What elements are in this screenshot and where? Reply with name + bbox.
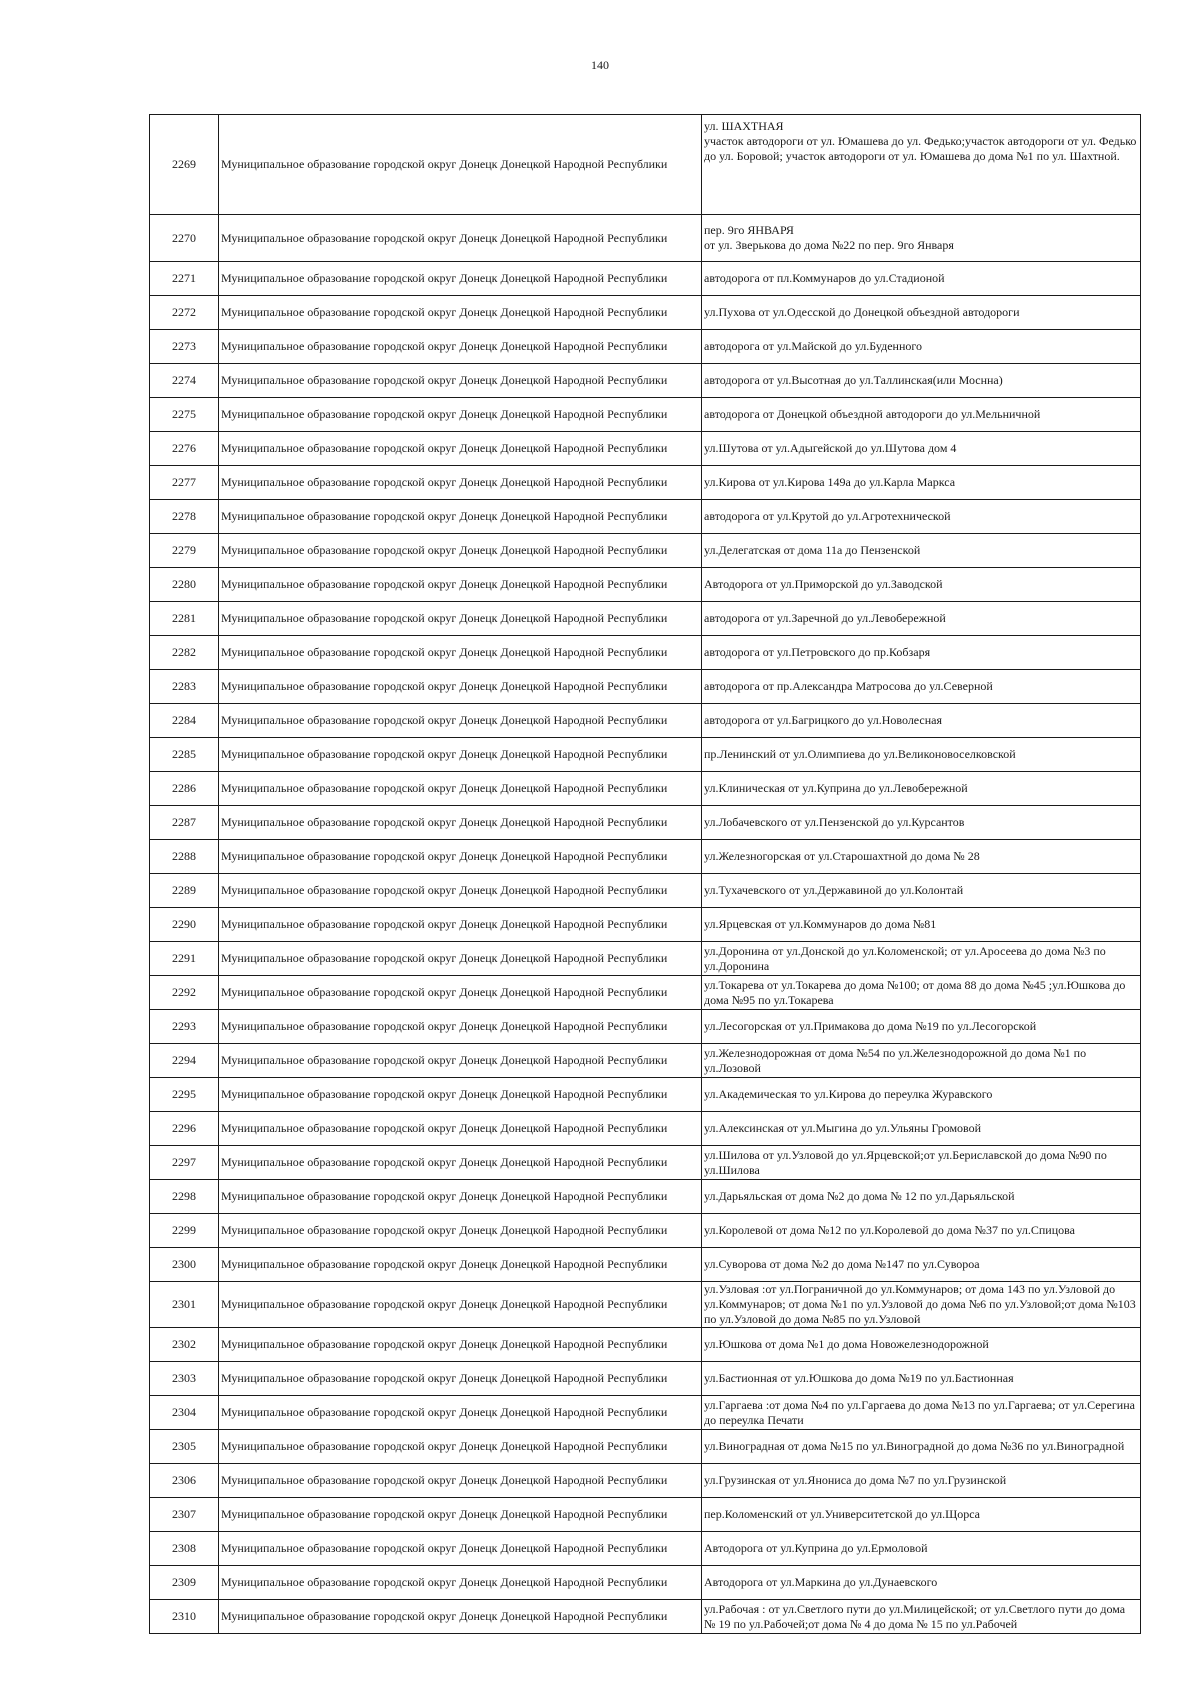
road-section-text: Автодорога от ул.Маркина до ул.Дунаевского [704, 1575, 938, 1589]
municipality-cell: Муниципальное образование городской округ Донецк Донецкой Народной Республики [219, 1214, 702, 1248]
table-row [150, 215, 1141, 262]
road-section-cell [702, 262, 1141, 296]
municipality-cell: Муниципальное образование городской округ Донецк Донецкой Народной Республики [219, 942, 702, 976]
road-section-cell [702, 432, 1141, 466]
row-number: 2309 [150, 1566, 219, 1600]
table-row [150, 1532, 1141, 1566]
row-number: 2275 [150, 398, 219, 432]
municipality-cell: Муниципальное образование городской округ Донецк Донецкой Народной Республики [219, 874, 702, 908]
municipality-cell: Муниципальное образование городской округ Донецк Донецкой Народной Республики [219, 1146, 702, 1180]
table-row [150, 1078, 1141, 1112]
road-section-text: ул.Железнодорожная от дома №54 по ул.Железнодорожной до дома №1 по ул.Лозовой [704, 1045, 1087, 1075]
road-section-text: пер. 9го ЯНВАРЯ [704, 223, 794, 237]
municipality-cell: Муниципальное образование городской округ Донецк Донецкой Народной Республики [219, 500, 702, 534]
municipality-cell: Муниципальное образование городской округ Донецк Донецкой Народной Республики [219, 1396, 702, 1430]
table-row [150, 840, 1141, 874]
road-section-cell [702, 1146, 1141, 1180]
road-section-cell [702, 1498, 1141, 1532]
road-section-text: ул.Делегатская от дома 11а до Пензенской [704, 543, 921, 557]
row-number: 2310 [150, 1600, 219, 1634]
road-section-text: ул.Доронина от ул.Донской до ул.Коломенской; от ул.Аросеева до дома №3 по ул.Доронина [704, 943, 1106, 973]
road-section-text: ул.Суворова от дома №2 до дома №147 по ул.Сувороа [704, 1257, 980, 1271]
municipality-cell: Муниципальное образование городской округ Донецк Донецкой Народной Республики [219, 738, 702, 772]
row-number: 2278 [150, 500, 219, 534]
table-row [150, 500, 1141, 534]
municipality-cell: Муниципальное образование городской округ Донецк Донецкой Народной Республики [219, 806, 702, 840]
row-number: 2285 [150, 738, 219, 772]
road-section-text: ул. ШАХТНАЯ [704, 119, 784, 133]
table-row [150, 806, 1141, 840]
table-row [150, 1498, 1141, 1532]
row-number: 2300 [150, 1248, 219, 1282]
municipality-cell: Муниципальное образование городской округ Донецк Донецкой Народной Республики [219, 330, 702, 364]
municipality-cell: Муниципальное образование городской округ Донецк Донецкой Народной Республики [219, 1044, 702, 1078]
row-number: 2299 [150, 1214, 219, 1248]
municipality-cell: Муниципальное образование городской округ Донецк Донецкой Народной Республики [219, 670, 702, 704]
row-number: 2282 [150, 636, 219, 670]
table-row [150, 772, 1141, 806]
table-row [150, 568, 1141, 602]
row-number: 2292 [150, 976, 219, 1010]
municipality-cell: Муниципальное образование городской округ Донецк Донецкой Народной Республики [219, 1282, 702, 1328]
road-section-cell [702, 942, 1141, 976]
road-section-cell [702, 1464, 1141, 1498]
road-section-cell [702, 1180, 1141, 1214]
table-row [150, 1566, 1141, 1600]
row-number: 2288 [150, 840, 219, 874]
road-section-cell [702, 1600, 1141, 1634]
municipality-cell: Муниципальное образование городской округ Донецк Донецкой Народной Республики [219, 1078, 702, 1112]
table-row [150, 1464, 1141, 1498]
municipality-cell: Муниципальное образование городской округ Донецк Донецкой Народной Республики [219, 772, 702, 806]
road-section-cell [702, 534, 1141, 568]
road-section-text: ул.Юшкова от дома №1 до дома Новожелезнодорожной [704, 1337, 989, 1351]
municipality-cell: Муниципальное образование городской округ Донецк Донецкой Народной Республики [219, 1430, 702, 1464]
municipality-cell: Муниципальное образование городской округ Донецк Донецкой Народной Республики [219, 1566, 702, 1600]
registry-table [149, 114, 1141, 1634]
row-number: 2298 [150, 1180, 219, 1214]
road-section-cell [702, 398, 1141, 432]
road-section-cell [702, 1328, 1141, 1362]
row-number: 2272 [150, 296, 219, 330]
municipality-cell: Муниципальное образование городской округ Донецк Донецкой Народной Республики [219, 1112, 702, 1146]
road-section-cell [702, 330, 1141, 364]
row-number: 2276 [150, 432, 219, 466]
road-section-cell [702, 1430, 1141, 1464]
municipality-cell: Муниципальное образование городской округ Донецк Донецкой Народной Республики [219, 1498, 702, 1532]
road-section-text: от ул. Зверькова до дома №22 по пер. 9го Января [704, 238, 954, 252]
row-number: 2295 [150, 1078, 219, 1112]
table-row [150, 1328, 1141, 1362]
row-number: 2302 [150, 1328, 219, 1362]
municipality-cell: Муниципальное образование городской округ Донецк Донецкой Народной Республики [219, 534, 702, 568]
table-row [150, 636, 1141, 670]
road-section-cell [702, 466, 1141, 500]
table-row [150, 1180, 1141, 1214]
table-row [150, 908, 1141, 942]
row-number: 2271 [150, 262, 219, 296]
row-number: 2301 [150, 1282, 219, 1328]
road-section-text: участок автодороги от ул. Юмашева до ул. Федько;участок автодороги от ул. Федько до ул. Боровой; участок автодороги от ул. Юмашева до дома №1 по ул. Шахтной. [704, 134, 1137, 163]
row-number: 2277 [150, 466, 219, 500]
municipality-cell: Муниципальное образование городской округ Донецк Донецкой Народной Республики [219, 1010, 702, 1044]
table-row [150, 1214, 1141, 1248]
municipality-cell: Муниципальное образование городской округ Донецк Донецкой Народной Республики [219, 602, 702, 636]
road-section-cell [702, 1078, 1141, 1112]
road-section-text: автодорога от пл.Коммунаров до ул.Стадионой [704, 271, 945, 285]
table-row [150, 1112, 1141, 1146]
road-section-text: ул.Бастионная от ул.Юшкова до дома №19 по ул.Бастионная [704, 1371, 1014, 1385]
road-section-text: ул.Лесогорская от ул.Примакова до дома №19 по ул.Лесогорской [704, 1019, 1037, 1033]
row-number: 2284 [150, 704, 219, 738]
row-number: 2291 [150, 942, 219, 976]
municipality-cell: Муниципальное образование городской округ Донецк Донецкой Народной Республики [219, 262, 702, 296]
road-section-text: ул.Тухачевского от ул.Державиной до ул.Колонтай [704, 883, 964, 897]
municipality-cell: Муниципальное образование городской округ Донецк Донецкой Народной Республики [219, 215, 702, 262]
row-number: 2280 [150, 568, 219, 602]
row-number: 2296 [150, 1112, 219, 1146]
row-number: 2293 [150, 1010, 219, 1044]
road-section-cell [702, 1532, 1141, 1566]
road-section-cell [702, 1282, 1141, 1328]
row-number: 2297 [150, 1146, 219, 1180]
row-number: 2308 [150, 1532, 219, 1566]
road-section-cell [702, 1010, 1141, 1044]
road-section-cell [702, 738, 1141, 772]
municipality-cell: Муниципальное образование городской округ Донецк Донецкой Народной Республики [219, 398, 702, 432]
page-number: 140 [591, 58, 609, 72]
table-row [150, 115, 1141, 215]
row-number: 2274 [150, 364, 219, 398]
row-number: 2290 [150, 908, 219, 942]
road-section-text: ул.Лобачевского от ул.Пензенской до ул.Курсантов [704, 815, 965, 829]
municipality-cell: Муниципальное образование городской округ Донецк Донецкой Народной Республики [219, 1464, 702, 1498]
municipality-cell: Муниципальное образование городской округ Донецк Донецкой Народной Республики [219, 976, 702, 1010]
row-number: 2283 [150, 670, 219, 704]
table-row [150, 1044, 1141, 1078]
road-section-cell [702, 1396, 1141, 1430]
municipality-cell: Муниципальное образование городской округ Донецк Донецкой Народной Республики [219, 466, 702, 500]
table-row [150, 1282, 1141, 1328]
road-section-cell [702, 840, 1141, 874]
municipality-cell: Муниципальное образование городской округ Донецк Донецкой Народной Республики [219, 1600, 702, 1634]
row-number: 2281 [150, 602, 219, 636]
row-number: 2304 [150, 1396, 219, 1430]
municipality-cell: Муниципальное образование городской округ Донецк Донецкой Народной Республики [219, 296, 702, 330]
table-row [150, 1396, 1141, 1430]
row-number: 2289 [150, 874, 219, 908]
road-section-cell [702, 568, 1141, 602]
table-row [150, 670, 1141, 704]
road-section-cell [702, 772, 1141, 806]
road-section-text: ул.Узловая :от ул.Пограничной до ул.Коммунаров; от дома 143 по ул.Узловой до ул.Коммунаров; от дома №1 по ул.Узловой до дома №6 по ул.Узловой;от дома №103 по ул.Узловой до дома №85 по ул.Узловой [704, 1282, 1136, 1326]
road-section-cell [702, 908, 1141, 942]
road-section-text: Автодорога от ул.Куприна до ул.Ермоловой [704, 1541, 928, 1555]
road-section-text: пр.Ленинский от ул.Олимпиева до ул.Великоновоселковской [704, 747, 1016, 761]
road-section-text: ул.Дарьяльская от дома №2 до дома № 12 по ул.Дарьяльской [704, 1189, 1015, 1203]
road-section-cell [702, 602, 1141, 636]
municipality-cell: Муниципальное образование городской округ Донецк Донецкой Народной Республики [219, 115, 702, 215]
municipality-cell: Муниципальное образование городской округ Донецк Донецкой Народной Республики [219, 432, 702, 466]
road-section-text: ул.Шилова от ул.Узловой до ул.Ярцевской;от ул.Бериславской до дома №90 по ул.Шилова [704, 1147, 1107, 1177]
road-section-text: ул.Шутова от ул.Адыгейской до ул.Шутова дом 4 [704, 441, 957, 455]
road-section-text: автодорога от ул.Высотная до ул.Таллинская(или Моснна) [704, 373, 1003, 387]
table-row [150, 1248, 1141, 1282]
row-number: 2270 [150, 215, 219, 262]
table-row [150, 398, 1141, 432]
table-row [150, 534, 1141, 568]
road-section-text: пер.Коломенский от ул.Университетской до ул.Щорса [704, 1507, 980, 1521]
road-section-text: ул.Королевой от дома №12 по ул.Королевой до дома №37 по ул.Спицова [704, 1223, 1075, 1237]
municipality-cell: Муниципальное образование городской округ Донецк Донецкой Народной Республики [219, 1532, 702, 1566]
road-section-text: ул.Пухова от ул.Одесской до Донецкой объездной автодороги [704, 305, 1020, 319]
road-section-text: ул.Виноградная от дома №15 по ул.Виноградной до дома №36 по ул.Виноградной [704, 1439, 1125, 1453]
row-number: 2286 [150, 772, 219, 806]
municipality-cell: Муниципальное образование городской округ Донецк Донецкой Народной Республики [219, 1248, 702, 1282]
road-section-text: ул.Ярцевская от ул.Коммунаров до дома №81 [704, 917, 937, 931]
road-section-text: автодорога от ул.Крутой до ул.Агротехнической [704, 509, 951, 523]
row-number: 2306 [150, 1464, 219, 1498]
table-row [150, 738, 1141, 772]
road-section-text: автодорога от ул.Майской до ул.Буденного [704, 339, 923, 353]
municipality-cell: Муниципальное образование городской округ Донецк Донецкой Народной Республики [219, 636, 702, 670]
table-row [150, 466, 1141, 500]
row-number: 2307 [150, 1498, 219, 1532]
road-section-cell [702, 115, 1141, 215]
road-section-cell [702, 874, 1141, 908]
row-number: 2279 [150, 534, 219, 568]
road-section-text: ул.Токарева от ул.Токарева до дома №100; от дома 88 до дома №45 ;ул.Юшкова до дома №95 по ул.Токарева [704, 977, 1126, 1007]
road-section-text: ул.Гаргаева :от дома №4 по ул.Гаргаева до дома №13 по ул.Гаргаева; от ул.Серегина до переулка Печати [704, 1397, 1135, 1427]
road-section-cell [702, 806, 1141, 840]
road-section-text: автодорога от ул.Багрицкого до ул.Новолесная [704, 713, 943, 727]
road-section-text: ул.Грузинская от ул.Янониса до дома №7 по ул.Грузинской [704, 1473, 1007, 1487]
road-section-cell [702, 1044, 1141, 1078]
road-section-cell [702, 636, 1141, 670]
table-row [150, 432, 1141, 466]
row-number: 2303 [150, 1362, 219, 1396]
road-section-cell [702, 500, 1141, 534]
table-row [150, 1600, 1141, 1634]
municipality-cell: Муниципальное образование городской округ Донецк Донецкой Народной Республики [219, 704, 702, 738]
municipality-cell: Муниципальное образование городской округ Донецк Донецкой Народной Республики [219, 1328, 702, 1362]
road-section-text: автодорога от ул.Заречной до ул.Левобережной [704, 611, 946, 625]
row-number: 2273 [150, 330, 219, 364]
municipality-cell: Муниципальное образование городской округ Донецк Донецкой Народной Республики [219, 1362, 702, 1396]
table-row [150, 296, 1141, 330]
road-section-text: ул.Клиническая от ул.Куприна до ул.Левобережной [704, 781, 968, 795]
road-section-text: ул.Кирова от ул.Кирова 149а до ул.Карла Маркса [704, 475, 956, 489]
road-section-cell [702, 704, 1141, 738]
row-number: 2305 [150, 1430, 219, 1464]
road-section-cell [702, 1566, 1141, 1600]
road-section-text: ул.Рабочая : от ул.Светлого пути до ул.Милицейской; от ул.Светлого пути до дома № 19 по ул.Рабочей;от дома № 4 до дома № 15 по ул.Рабочей [704, 1601, 1126, 1631]
table-row [150, 942, 1141, 976]
municipality-cell: Муниципальное образование городской округ Донецк Донецкой Народной Республики [219, 1180, 702, 1214]
road-section-text: Автодорога от ул.Приморской до ул.Заводской [704, 577, 943, 591]
table-row [150, 1430, 1141, 1464]
table-row [150, 704, 1141, 738]
table-row [150, 874, 1141, 908]
row-number: 2287 [150, 806, 219, 840]
road-section-cell [702, 1362, 1141, 1396]
road-section-text: автодорога от ул.Петровского до пр.Кобзаря [704, 645, 931, 659]
municipality-cell: Муниципальное образование городской округ Донецк Донецкой Народной Республики [219, 908, 702, 942]
road-section-text: ул.Алексинская от ул.Мыгина до ул.Ульяны Громовой [704, 1121, 982, 1135]
road-section-cell [702, 1112, 1141, 1146]
row-number: 2269 [150, 115, 219, 215]
table-row [150, 602, 1141, 636]
road-section-cell [702, 976, 1141, 1010]
road-section-cell [702, 215, 1141, 262]
table-row [150, 976, 1141, 1010]
road-section-text: ул.Железногорская от ул.Старошахтной до дома № 28 [704, 849, 980, 863]
table-row [150, 364, 1141, 398]
table-row [150, 1362, 1141, 1396]
table-row [150, 330, 1141, 364]
road-section-text: автодорога от Донецкой объездной автодороги до ул.Мельничной [704, 407, 1041, 421]
road-section-cell [702, 1248, 1141, 1282]
municipality-cell: Муниципальное образование городской округ Донецк Донецкой Народной Республики [219, 364, 702, 398]
municipality-cell: Муниципальное образование городской округ Донецк Донецкой Народной Республики [219, 840, 702, 874]
road-section-cell [702, 364, 1141, 398]
table-row [150, 262, 1141, 296]
road-section-cell [702, 296, 1141, 330]
municipality-cell: Муниципальное образование городской округ Донецк Донецкой Народной Республики [219, 568, 702, 602]
row-number: 2294 [150, 1044, 219, 1078]
table-row [150, 1146, 1141, 1180]
registry-table-body [150, 115, 1141, 1634]
road-section-cell [702, 670, 1141, 704]
road-section-text: ул.Академическая то ул.Кирова до переулка Журавского [704, 1087, 993, 1101]
table-row [150, 1010, 1141, 1044]
road-section-text: автодорога от пр.Александра Матросова до ул.Северной [704, 679, 993, 693]
road-section-cell [702, 1214, 1141, 1248]
